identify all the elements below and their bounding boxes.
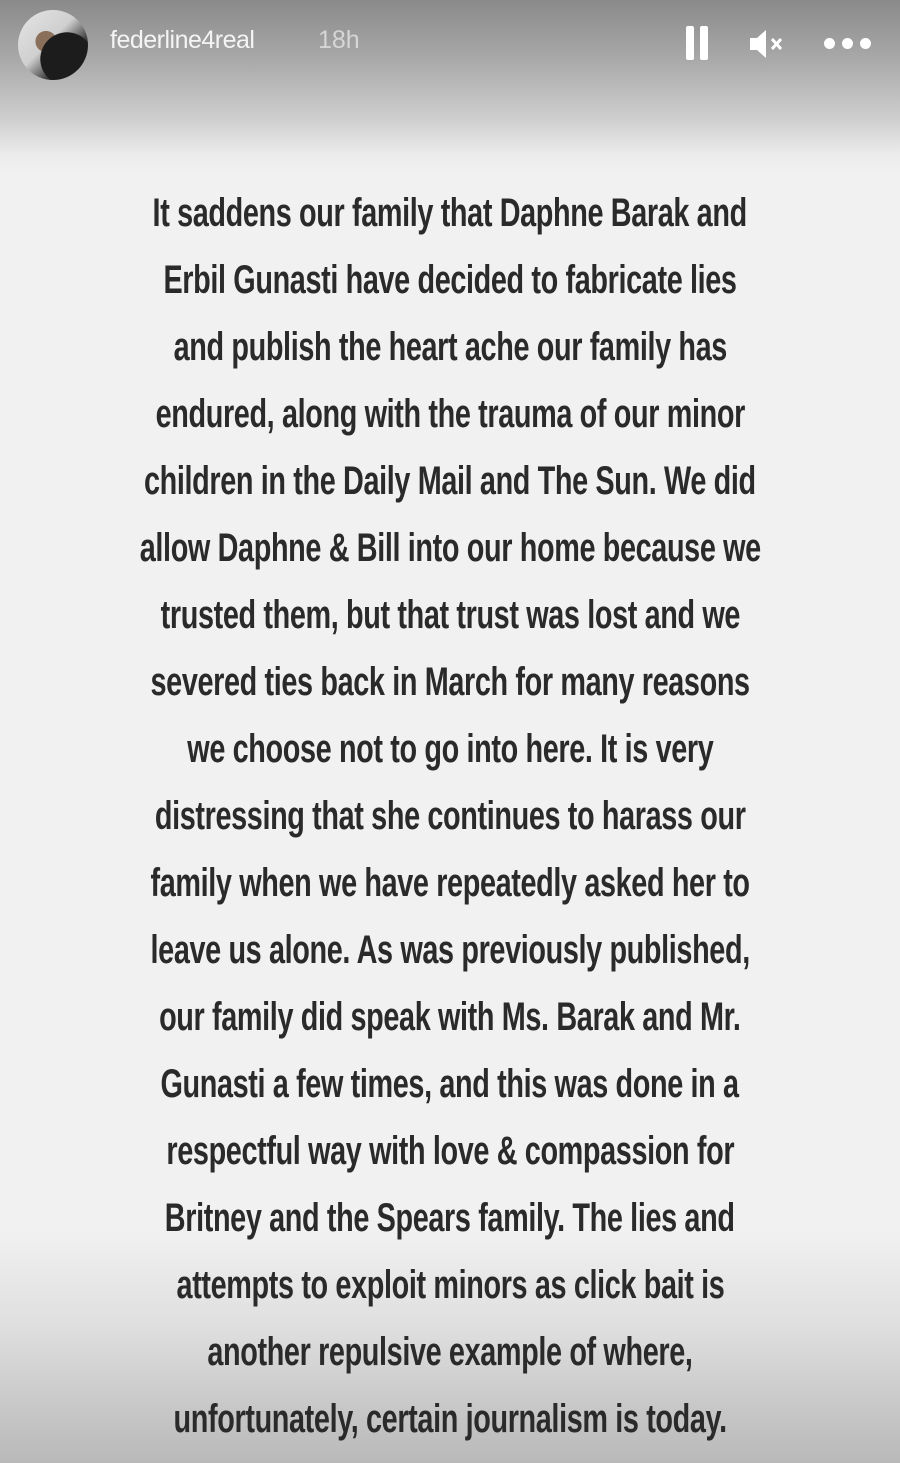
story-line: severed ties back in March for many reasons xyxy=(150,660,750,704)
speaker-muted-icon xyxy=(748,26,788,62)
story-text xyxy=(0,180,900,1453)
avatar[interactable] xyxy=(18,10,88,80)
story-line: trusted them, but that trust was lost and we xyxy=(160,593,740,637)
story-line: Gunasti a few times, and this was done in a xyxy=(160,1062,740,1106)
story-line: children in the Daily Mail and The Sun. We did xyxy=(144,459,756,503)
pause-icon[interactable] xyxy=(684,24,712,62)
pause-bar-left xyxy=(686,26,694,60)
story-header xyxy=(0,0,900,90)
story-line: we choose not to go into here. It is very xyxy=(186,727,714,771)
dot xyxy=(842,38,853,49)
story-line: endured, along with the trauma of our minor xyxy=(155,392,745,436)
pause-bar-right xyxy=(700,26,708,60)
story-line: It saddens our family that Daphne Barak and xyxy=(152,191,748,235)
story-line: our family did speak with Ms. Barak and Mr. xyxy=(159,995,741,1039)
story-line: distressing that she continues to harass our xyxy=(154,794,746,838)
story-line: leave us alone. As was previously published, xyxy=(150,928,750,972)
story-line: and publish the heart ache our family has xyxy=(173,325,727,369)
story-line: respectful way with love & compassion for xyxy=(166,1129,734,1173)
username[interactable]: federline4real xyxy=(110,26,255,54)
story-line: allow Daphne & Bill into our home because we xyxy=(139,526,761,570)
timestamp: 18h xyxy=(318,26,360,54)
dot xyxy=(860,38,871,49)
story-line: attempts to exploit minors as click bait is xyxy=(176,1263,724,1307)
story-line: Britney and the Spears family. The lies and xyxy=(165,1196,735,1240)
story-line: Erbil Gunasti have decided to fabricate lies xyxy=(163,258,737,302)
dot xyxy=(824,38,835,49)
mute-icon[interactable] xyxy=(748,26,788,62)
story-line: unfortunately, certain journalism is today. xyxy=(173,1397,727,1441)
more-options-icon[interactable] xyxy=(818,28,878,58)
story-line: another repulsive example of where, xyxy=(207,1330,693,1374)
story-line: family when we have repeatedly asked her to xyxy=(150,861,750,905)
